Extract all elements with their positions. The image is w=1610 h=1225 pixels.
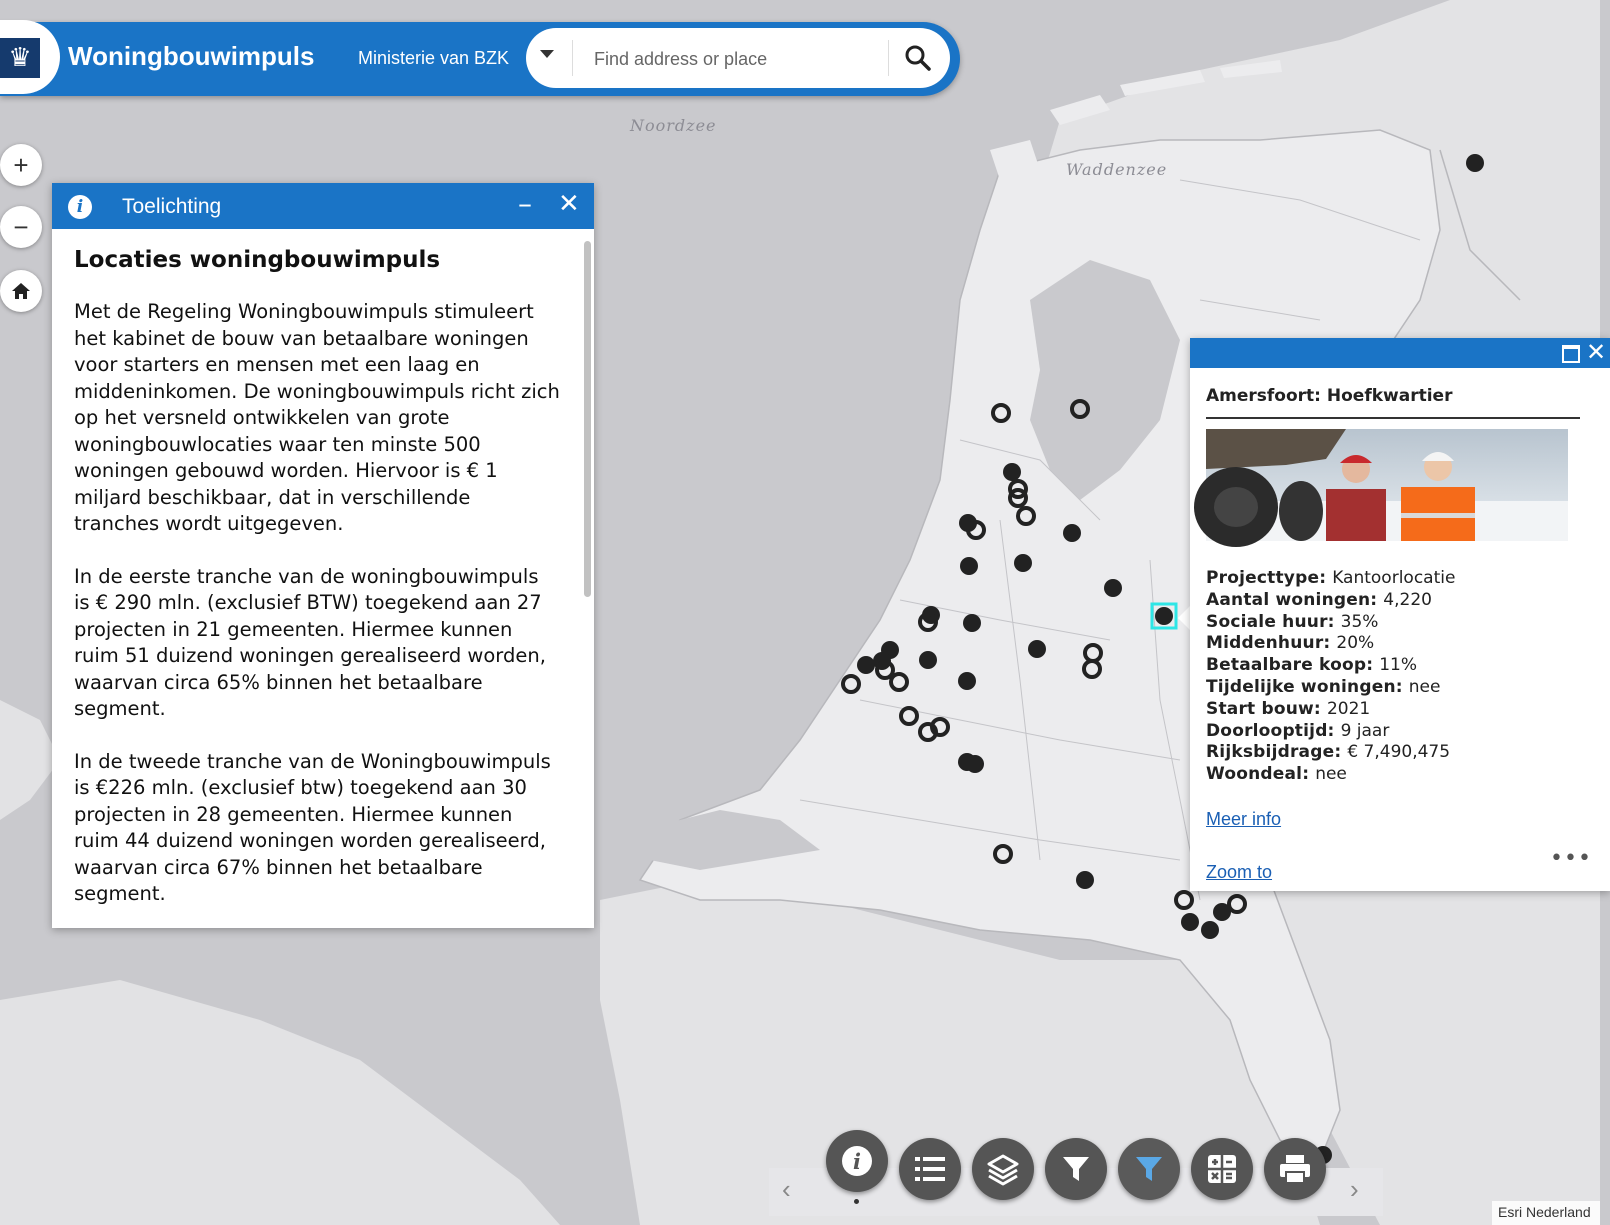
popup-fields	[1206, 568, 1596, 786]
info-icon: i	[68, 195, 92, 219]
field-row: Start bouw: 2021	[1206, 698, 1371, 719]
marker	[1466, 154, 1484, 172]
app-header	[0, 22, 960, 96]
map-label-noordzee: Noordzee	[630, 116, 717, 135]
marker	[1104, 579, 1122, 597]
marker	[1063, 524, 1081, 542]
marker	[960, 557, 978, 575]
field-row: Projecttype: Kantoorlocatie	[1206, 568, 1456, 588]
info-panel-content	[74, 247, 560, 934]
calculator-icon	[1206, 1153, 1238, 1185]
info-panel-title: Toelichting	[122, 195, 222, 218]
marker	[857, 656, 875, 674]
popup-pointer	[1178, 606, 1190, 630]
marker	[963, 614, 981, 632]
filter-active-tool-button[interactable]	[1118, 1138, 1180, 1200]
svg-text:i: i	[853, 1149, 861, 1174]
paragraph: In de tweede tranche van de Woningbouwimpuls is €226 mln. (exclusief btw) toegekend aan 30 projecten in 28 gemeenten. Hiermee kunnen ruim 44 duizend woningen worden gerealiseerd, waarvan circa 67% binnen het betaalbare segment.	[74, 749, 551, 905]
marker	[1003, 463, 1021, 481]
ministry-logo[interactable]	[0, 20, 60, 94]
minus-icon: −	[13, 211, 29, 242]
app-title: Woningbouwimpuls	[68, 41, 315, 71]
marker	[1014, 554, 1032, 572]
project-photo	[1206, 429, 1568, 541]
zoom-out-button[interactable]	[0, 206, 42, 248]
legend-icon	[913, 1154, 947, 1184]
popup-title: Amersfoort: Hoefkwartier	[1206, 386, 1453, 406]
map-attribution: Esri Nederland	[1492, 1201, 1600, 1225]
marker	[1028, 640, 1046, 658]
marker	[919, 651, 937, 669]
field-row: Betaalbare koop: 11%	[1206, 655, 1418, 676]
home-icon	[10, 280, 32, 302]
selected-marker	[1155, 607, 1173, 625]
info-panel-heading: Locaties woningbouwimpuls	[74, 247, 441, 273]
plus-icon: +	[13, 149, 29, 180]
info-panel-header	[52, 183, 594, 229]
info-icon	[840, 1144, 874, 1178]
toolbar-next-arrow[interactable]: ›	[1350, 1174, 1359, 1204]
field-row: Doorlooptijd: 9 jaar	[1206, 720, 1390, 741]
field-row: Tijdelijke woningen: nee	[1206, 676, 1441, 697]
marker	[1181, 913, 1199, 931]
marker	[1076, 871, 1094, 889]
search-widget	[526, 28, 950, 88]
divider	[572, 40, 573, 76]
zoom-in-button[interactable]	[0, 144, 42, 186]
paragraph: In de eerste tranche van de woningbouwimpuls is € 290 mln. (exclusief BTW) toegekend aan 27 projecten in 21 gemeenten. Hiermee kunnen ruim 51 duizend woningen gerealiseerd worden, waarvan circa 65% binnen het betaalbare segment.	[74, 564, 546, 720]
minimize-button[interactable]: –	[518, 187, 532, 220]
field-row: Rijksbijdrage: € 7,490,475	[1206, 742, 1451, 763]
filter-icon	[1061, 1154, 1091, 1184]
meer-info-link[interactable]: Meer info	[1206, 809, 1282, 829]
zoom-to-link[interactable]: Zoom to	[1206, 862, 1273, 882]
app-subtitle: Ministerie van BZK	[358, 48, 510, 68]
paragraph: Met de Regeling Woningbouwimpuls stimuleert het kabinet de bouw van betaalbare woningen voor starters en mensen met een laag en middeninkomen. De woningbouwimpuls richt zich op het versneld ontwikkelen van grote woningbouwlocaties waar ten minste 500 woningen gebouwd worden. Hiervoor is € 1 miljard beschikbaar, dat in verschillende tranches wordt uitgegeven.	[74, 300, 560, 535]
scrollbar[interactable]	[584, 241, 591, 597]
field-row: Aantal woningen: 4,220	[1206, 589, 1432, 610]
field-row: Middenhuur: 20%	[1206, 633, 1375, 654]
home-button[interactable]	[0, 270, 42, 312]
crest-icon: ♛	[0, 38, 40, 78]
more-options-icon[interactable]: •••	[1550, 846, 1592, 871]
active-tool-indicator	[854, 1199, 859, 1204]
field-row: Woondeal: nee	[1206, 764, 1347, 785]
filter-active-icon	[1134, 1154, 1164, 1184]
print-tool-button[interactable]	[1264, 1138, 1326, 1200]
popup-header	[1190, 338, 1610, 368]
calculator-tool-button[interactable]	[1191, 1138, 1253, 1200]
close-button[interactable]: ✕	[1586, 338, 1607, 366]
filter-tool-button[interactable]	[1045, 1138, 1107, 1200]
layers-tool-button[interactable]	[972, 1138, 1034, 1200]
search-icon[interactable]	[902, 42, 934, 74]
info-tool-button[interactable]	[826, 1130, 888, 1192]
search-source-dropdown-icon[interactable]	[540, 50, 554, 58]
layers-icon	[986, 1152, 1020, 1186]
info-panel	[52, 183, 594, 928]
search-input[interactable]	[592, 42, 896, 76]
divider	[888, 40, 889, 76]
feature-popup	[1190, 338, 1610, 891]
marker	[958, 672, 976, 690]
map-label-waddenzee: Waddenzee	[1066, 160, 1168, 179]
field-row: Sociale huur: 35%	[1206, 611, 1379, 632]
close-button[interactable]: ✕	[558, 189, 580, 219]
print-icon	[1278, 1153, 1312, 1185]
marker	[1201, 921, 1219, 939]
divider	[1206, 417, 1580, 419]
toolbar-prev-arrow[interactable]: ‹	[782, 1174, 791, 1204]
maximize-button[interactable]	[1562, 345, 1580, 363]
legend-tool-button[interactable]	[899, 1138, 961, 1200]
marker	[966, 755, 984, 773]
